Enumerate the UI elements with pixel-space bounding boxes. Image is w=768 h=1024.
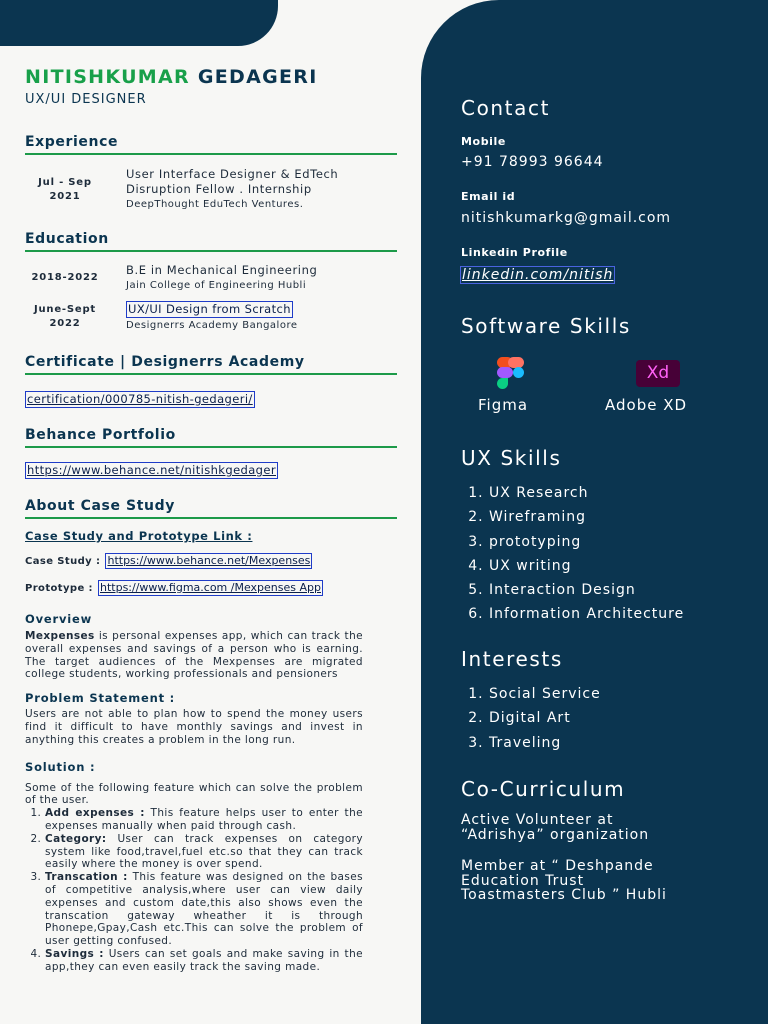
education-title: B.E in Mechanical Engineering (126, 263, 318, 277)
cocurriculum-line: Active Volunteer at (461, 812, 614, 828)
experience-detail (105, 167, 338, 212)
experience-heading: Experience (25, 134, 397, 155)
behance-link-wrap (25, 459, 397, 479)
full-name (25, 66, 397, 88)
cocurriculum-member (461, 859, 667, 903)
cocurriculum-volunteer (461, 813, 649, 842)
cocurriculum-line: Toastmasters Club ” Hubli (461, 887, 667, 903)
case-study-link-row (25, 549, 397, 569)
interest-item: 2. Digital Art (489, 706, 601, 730)
case-study-links-title: Case Study and Prototype Link : (25, 529, 253, 543)
solution-heading: Solution : (25, 759, 96, 774)
experience-date (25, 176, 105, 204)
ux-skills-list (461, 481, 684, 627)
education-date: 2018-2022 (31, 272, 99, 283)
solution-item-text: Users can set goals and make saving in the app,they can even easily track the saving made. (45, 947, 363, 973)
education-org: Jain College of Engineering Hubli (126, 280, 307, 291)
software-skills-heading: Software Skills (461, 314, 631, 338)
education-title-wrap (126, 301, 298, 318)
interest-item: 1. Social Service (489, 682, 601, 706)
prototype-label: Prototype : (25, 583, 93, 594)
linkedin-label: Linkedin Profile (461, 246, 568, 259)
experience-title-line2: Disruption Fellow . Internship (126, 182, 312, 196)
solution-intro: Some of the following feature which can solve the problem of the user. (25, 781, 363, 807)
interest-item: 3. Traveling (489, 731, 601, 755)
problem-paragraph: Users are not able to plan how to spend the money users find it difficult to have monthly savings and invest in anything this creates a problem in the long run. (25, 708, 363, 746)
figma-icon (497, 357, 529, 393)
solution-item-text: This feature helps user to enter the expenses manually when paid through cash. (45, 807, 363, 832)
solution-item-title: Savings : (45, 947, 104, 960)
case-study-link[interactable]: https://www.behance.net/Mexpenses (107, 554, 311, 567)
overview-app-name: Mexpenses (25, 630, 95, 642)
solution-item (45, 833, 363, 871)
last-name: GEDAGERI (197, 66, 318, 88)
education-detail (105, 301, 298, 333)
solution-list (25, 807, 363, 973)
education-heading: Education (25, 231, 397, 252)
header-tab-shape (0, 0, 278, 46)
mobile-number: +91 78993 96644 (461, 154, 604, 170)
cocurriculum-line: Education Trust (461, 872, 585, 889)
cocurriculum-heading: Co-Curriculum (461, 777, 626, 801)
adobe-xd-label: Adobe XD (605, 396, 688, 414)
mobile-label: Mobile (461, 135, 506, 148)
case-study-heading: About Case Study (25, 498, 397, 519)
education-item (25, 301, 397, 333)
experience-item (25, 167, 397, 212)
certificate-heading: Certificate | Designerrs Academy (25, 354, 397, 375)
education-date (25, 303, 105, 331)
solution-item-title: Add expenses : (45, 807, 145, 820)
ux-skill-item: 5. Interaction Design (489, 578, 684, 602)
job-role: UX/UI DESIGNER (25, 92, 147, 107)
behance-heading: Behance Portfolio (25, 427, 397, 448)
experience-date-line: Jul - Sep (38, 176, 92, 188)
case-study-label: Case Study : (25, 556, 101, 567)
experience-org: DeepThought EduTech Ventures. (126, 199, 304, 210)
linkedin-link[interactable]: linkedin.com/nitish (462, 267, 614, 283)
interests-list (461, 682, 601, 755)
email-label: Email id (461, 190, 516, 203)
experience-date-year: 2021 (49, 190, 81, 202)
solution-item (45, 871, 363, 948)
solution-item-text: User can track expenses on category system like food,travel,fuel etc.so that they can track easily where the money is over spend. (45, 832, 363, 871)
certificate-link-wrap (25, 388, 397, 408)
problem-heading: Problem Statement : (25, 691, 176, 706)
overview-paragraph (25, 630, 363, 681)
ux-skill-item: 2. Wireframing (489, 505, 684, 529)
education-detail (105, 263, 317, 293)
ux-skill-item: 4. UX writing (489, 554, 684, 578)
prototype-link-row (25, 576, 397, 596)
solution-item-text: This feature was designed on the bases of competitive analysis,where user can view daily expenses and custom date,this also shows even the transcation gateway wheather it is through Phonepe,Gpay,Cash etc.This can solve the problem of user getting confused. (45, 871, 363, 948)
left-column (25, 66, 397, 974)
solution-item (45, 948, 363, 974)
behance-link[interactable]: https://www.behance.net/nitishkgedager (27, 463, 276, 477)
education-course-link[interactable]: UX/UI Design from Scratch (128, 302, 291, 316)
ux-skill-item: 3. prototyping (489, 530, 684, 554)
linkedin-link-wrap (460, 264, 615, 284)
email-address[interactable]: nitishkumarkg@gmail.com (461, 210, 672, 226)
first-name: NITISHKUMAR (25, 66, 190, 88)
solution-item (45, 807, 363, 833)
solution-item-title: Category: (45, 832, 107, 845)
education-org: Designerrs Academy Bangalore (126, 320, 298, 331)
ux-skills-heading: UX Skills (461, 446, 562, 470)
prototype-link[interactable]: https://www.figma.com /Mexpenses App (100, 581, 321, 594)
cocurriculum-line: Member at “ Deshpande (461, 858, 654, 874)
figma-label: Figma (478, 396, 529, 414)
interests-heading: Interests (461, 647, 563, 671)
solution-item-title: Transcation : (45, 871, 128, 884)
experience-title-line1: User Interface Designer & EdTech (126, 167, 339, 181)
ux-skill-item: 1. UX Research (489, 481, 684, 505)
education-date-line: June-Sept (33, 304, 96, 315)
certificate-link[interactable]: certification/000785-nitish-gedageri/ (27, 392, 253, 406)
contact-heading: Contact (461, 96, 551, 120)
education-item (25, 263, 397, 293)
overview-text: is personal expenses app, which can track the overall expenses and savings of a person who is earning. The target audiences of the Mexpenses are migrated college students, working professionals and pensioners (25, 630, 363, 681)
cocurriculum-line: “Adrishya” organization (461, 826, 650, 843)
education-date-year: 2022 (49, 318, 81, 329)
overview-heading: Overview (25, 612, 93, 626)
ux-skill-item: 6. Information Architecture (489, 602, 684, 626)
adobe-xd-icon: Xd (636, 360, 680, 387)
